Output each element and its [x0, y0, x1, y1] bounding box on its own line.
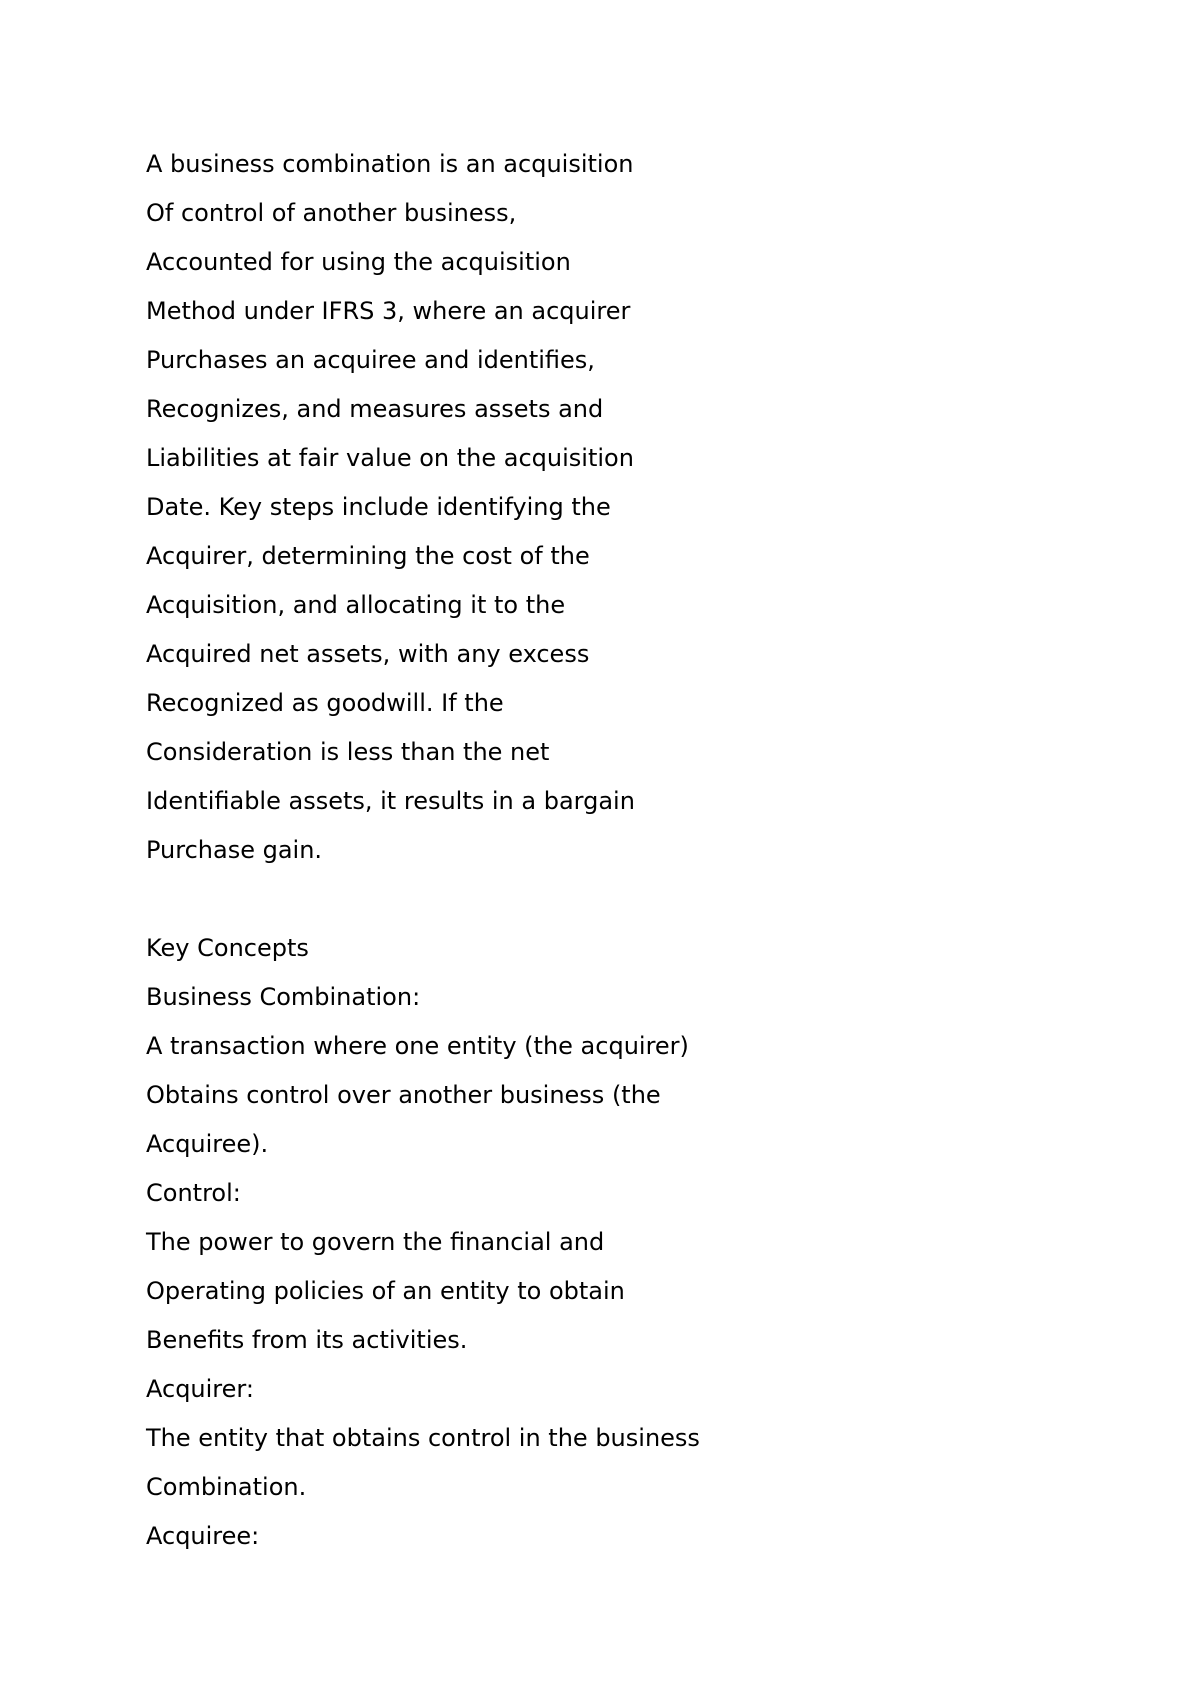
paragraph-line: Purchases an acquiree and identifies,	[146, 346, 595, 374]
concept-term: Business Combination:	[146, 983, 421, 1011]
concept-definition-line: Combination.	[146, 1473, 307, 1501]
blank-line	[146, 875, 1046, 924]
paragraph-line: Acquisition, and allocating it to the	[146, 591, 566, 619]
concept-term: Acquiree:	[146, 1522, 260, 1550]
paragraph-line: Recognized as goodwill. If the	[146, 689, 504, 717]
concept-term: Acquirer:	[146, 1375, 254, 1403]
paragraph-line: Identifiable assets, it results in a bargain	[146, 787, 635, 815]
paragraph-line: Method under IFRS 3, where an acquirer	[146, 297, 631, 325]
concept-definition-line: Acquiree).	[146, 1130, 269, 1158]
concept-definition-line: Benefits from its activities.	[146, 1326, 468, 1354]
document-body	[146, 140, 1046, 1561]
paragraph-line: Of control of another business,	[146, 199, 517, 227]
concept-definition-line: A transaction where one entity (the acquirer)	[146, 1032, 689, 1060]
concept-term: Control:	[146, 1179, 241, 1207]
concept-definition-line: Operating policies of an entity to obtain	[146, 1277, 625, 1305]
concept-definition-line: The power to govern the financial and	[146, 1228, 605, 1256]
paragraph-line: Liabilities at fair value on the acquisition	[146, 444, 634, 472]
section-heading: Key Concepts	[146, 934, 309, 962]
paragraph-line: Recognizes, and measures assets and	[146, 395, 604, 423]
paragraph-line: Date. Key steps include identifying the	[146, 493, 611, 521]
paragraph-line: A business combination is an acquisition	[146, 150, 634, 178]
paragraph-line: Acquirer, determining the cost of the	[146, 542, 590, 570]
concept-definition-line: Obtains control over another business (the	[146, 1081, 661, 1109]
concept-definition-line: The entity that obtains control in the business	[146, 1424, 700, 1452]
paragraph-line: Accounted for using the acquisition	[146, 248, 571, 276]
paragraph-line: Acquired net assets, with any excess	[146, 640, 590, 668]
paragraph-line: Consideration is less than the net	[146, 738, 550, 766]
paragraph-line: Purchase gain.	[146, 836, 323, 864]
